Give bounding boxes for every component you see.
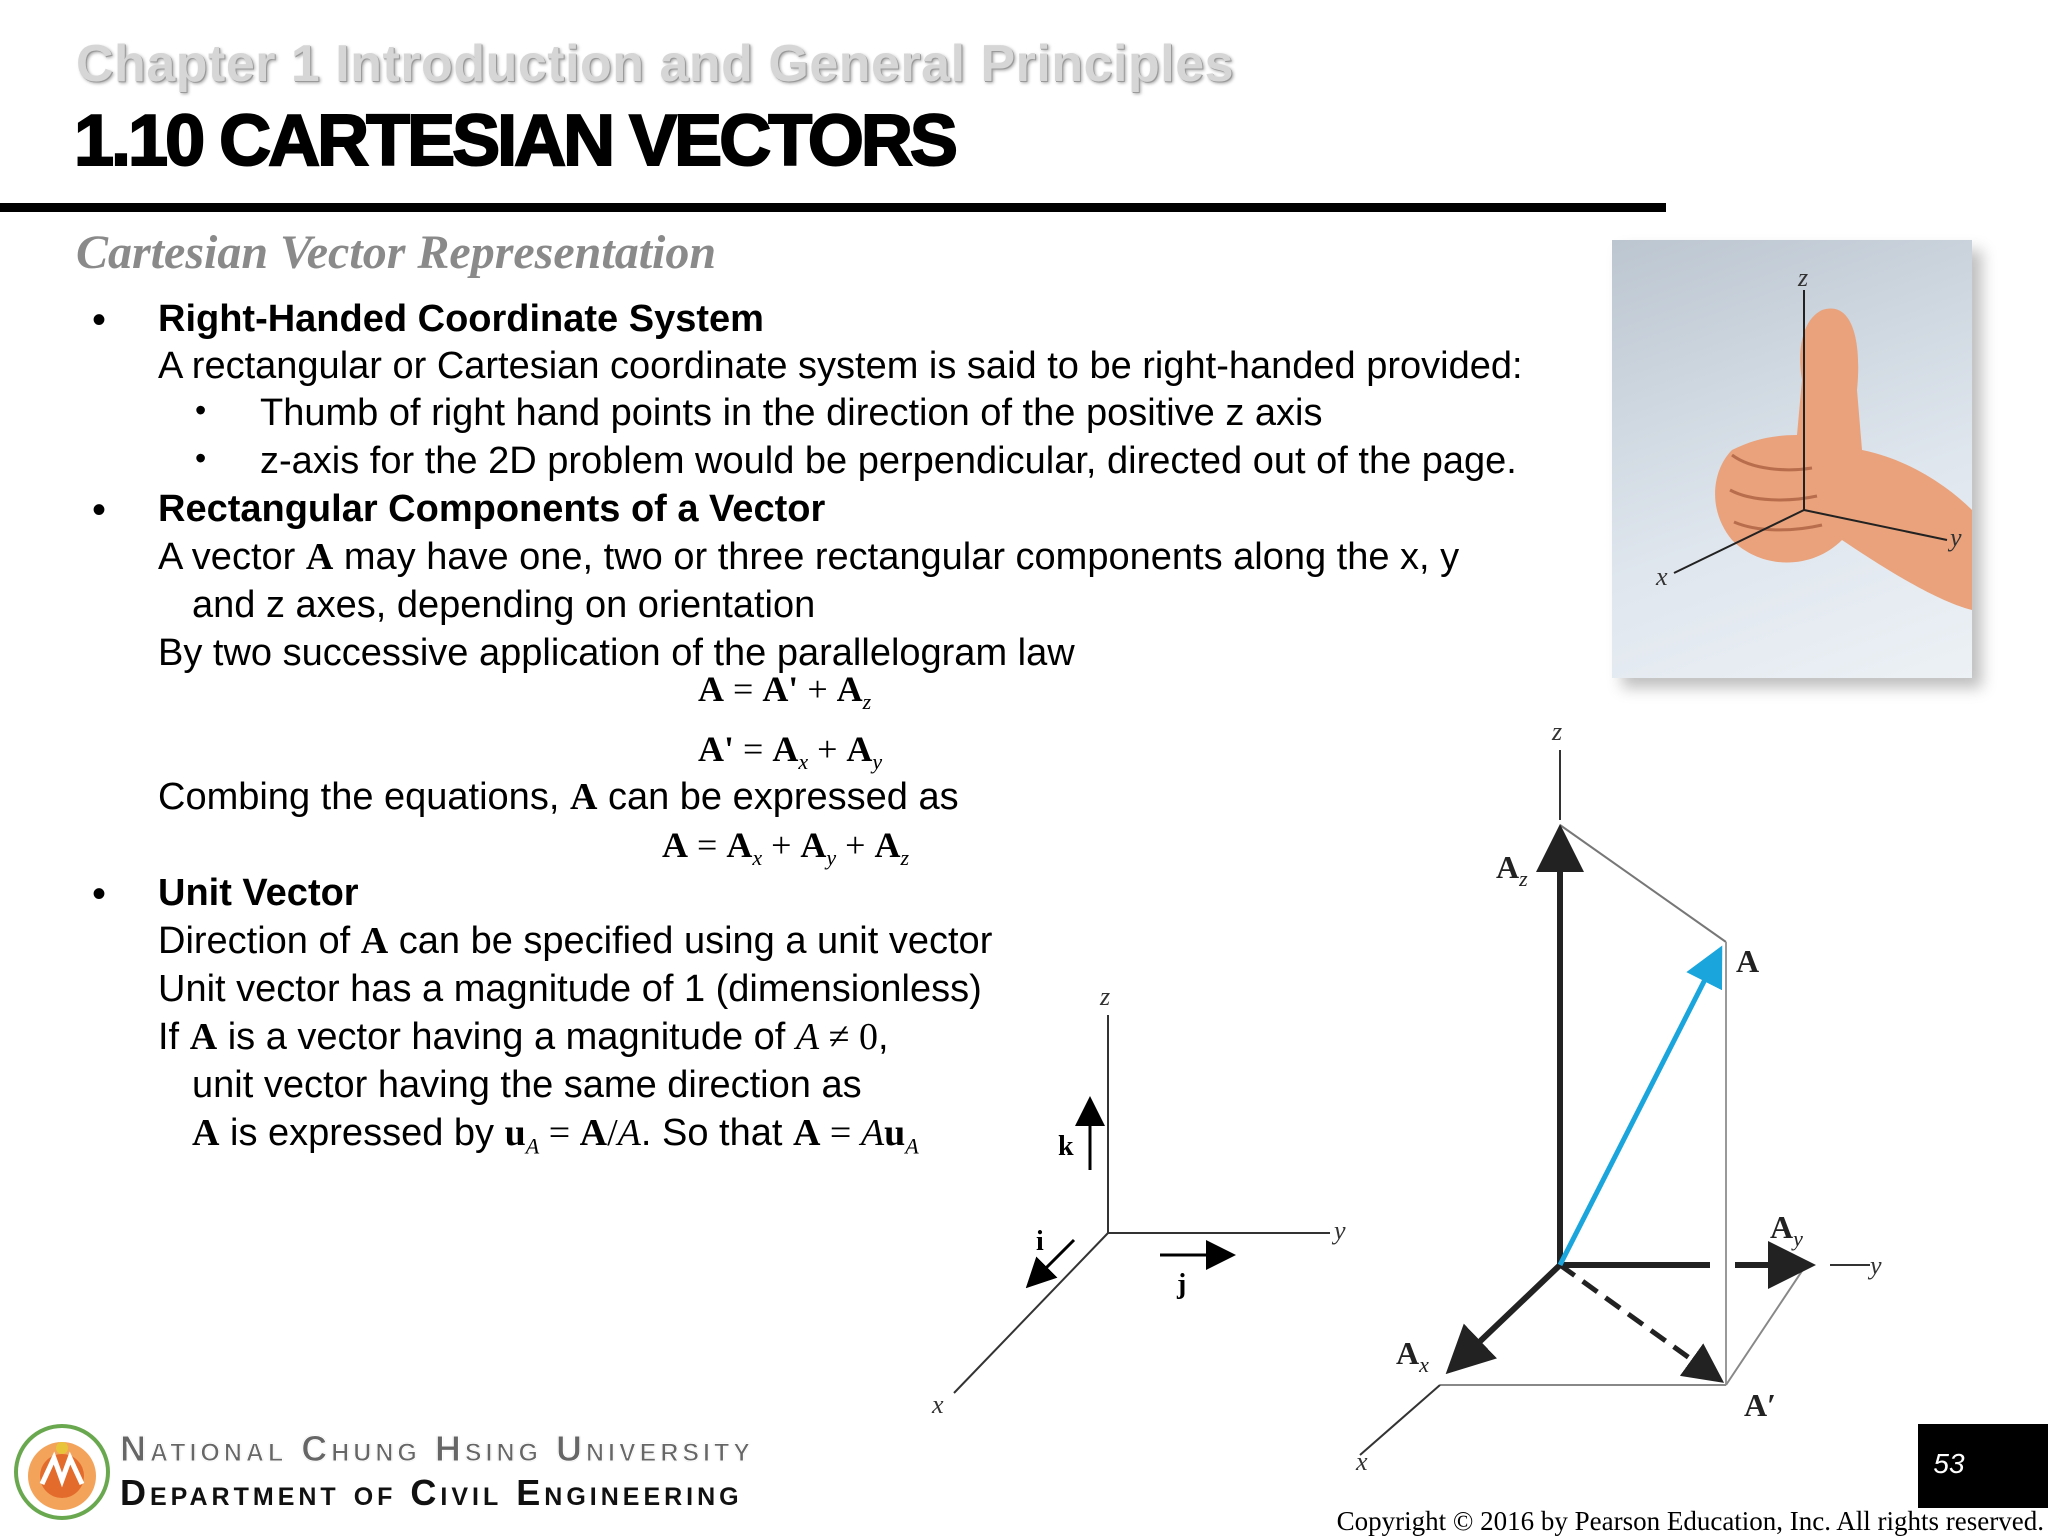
text-line: and z axes, depending on orientation	[192, 584, 816, 626]
section-heading-right-handed: Right-Handed Coordinate System	[158, 298, 764, 340]
eq-op: +	[836, 825, 875, 865]
copyright-notice: Copyright © 2016 by Pearson Education, Inc. All rights reserved.	[1336, 1506, 2044, 1536]
eq-op: +	[798, 669, 837, 709]
label-main: A	[1396, 1335, 1420, 1371]
vector-components-figure	[1340, 710, 1900, 1480]
text-fragment: can be specified using a unit vector	[388, 920, 993, 962]
unit-vector-definition	[504, 1112, 641, 1159]
eq-symbol: A	[846, 729, 873, 769]
unit-k-label: k	[1058, 1131, 1074, 1162]
unit-x-axis	[954, 1233, 1108, 1393]
text-line: A rectangular or Cartesian coordinate system is said to be right-handed provided:	[158, 345, 1523, 387]
vec-z-label: z	[1552, 717, 1563, 746]
text-fragment: If	[158, 1016, 190, 1058]
eq-subscript: z	[900, 845, 910, 871]
vec-construction-line	[1560, 825, 1726, 942]
vector-relation	[792, 1112, 919, 1159]
label-subscript: y	[1793, 1226, 1803, 1251]
eq-op: +	[808, 729, 847, 769]
vector-symbol: A	[189, 1016, 218, 1058]
title-divider	[0, 203, 1666, 212]
text-fragment: is a vector having a magnitude of	[217, 1016, 796, 1058]
photo-x-label: x	[1656, 562, 1668, 591]
label-main: A	[1770, 1209, 1794, 1245]
eq-subscript: z	[862, 689, 872, 715]
equation-1	[698, 668, 871, 715]
magnitude-symbol: A	[795, 1016, 820, 1058]
unit-vector-figure	[930, 975, 1380, 1415]
text-line: z-axis for the 2D problem would be perpendicular, directed out of the page.	[260, 440, 1517, 482]
university-name: National Chung Hsing University	[120, 1428, 754, 1469]
eq-symbol: u	[504, 1112, 526, 1154]
eq-symbol: A	[792, 1112, 821, 1154]
bullet-marker: •	[195, 440, 207, 476]
eq-op: =	[724, 669, 763, 709]
chapter-title: Chapter 1 Introduction and General Principles	[76, 35, 1235, 93]
eq-symbol: A	[860, 1112, 885, 1154]
department-name: Department of Civil Engineering	[120, 1472, 743, 1513]
eq-symbol: A	[874, 825, 901, 865]
eq-op: =	[539, 1112, 580, 1154]
hand-shape	[1715, 308, 1972, 610]
vec-a-arrow	[1560, 950, 1720, 1265]
text-line: By two successive application of the parallelogram law	[158, 632, 1075, 674]
equation-3	[662, 824, 909, 871]
section-heading-components: Rectangular Components of a Vector	[158, 488, 826, 530]
unit-y-label: y	[1334, 1216, 1346, 1245]
eq-subscript: x	[798, 749, 809, 775]
right-hand-photo	[1612, 240, 1972, 678]
text-fragment: Direction of	[158, 920, 361, 962]
eq-symbol: A'	[762, 669, 799, 709]
vec-a-label: A	[1736, 943, 1760, 979]
vector-symbol: A	[192, 1112, 220, 1154]
photo-z-label: z	[1798, 263, 1809, 292]
text-line: unit vector having the same direction as	[192, 1064, 862, 1106]
unit-j-label: j	[1177, 1269, 1187, 1300]
text-fragment: is expressed by	[219, 1112, 505, 1154]
unit-z-label: z	[1100, 982, 1111, 1011]
vec-x-axis	[1360, 1385, 1440, 1455]
vec-construction-line	[1726, 1265, 1806, 1385]
vec-aprime-label: A′	[1744, 1387, 1777, 1423]
text-fragment: can be expressed as	[597, 776, 959, 818]
page-number: 53	[1933, 1448, 1965, 1479]
unit-i-label: i	[1036, 1226, 1044, 1257]
vec-aprime-arrow	[1560, 1265, 1720, 1380]
eq-subscript: y	[872, 749, 883, 775]
vector-symbol: A	[360, 920, 389, 962]
bullet-marker: •	[92, 872, 107, 916]
university-logo-icon	[14, 1424, 110, 1520]
text-fragment: A vector	[158, 536, 306, 578]
eq-op: =	[734, 729, 773, 769]
vec-az-label	[1496, 849, 1528, 891]
bullet-marker: •	[195, 392, 207, 428]
right-hand-illustration	[1612, 240, 1972, 678]
label-subscript: z	[1519, 866, 1528, 891]
bullet-marker: •	[92, 488, 107, 532]
unit-x-label: x	[932, 1390, 944, 1415]
bullet-marker: •	[92, 298, 107, 342]
vec-ax-label	[1396, 1335, 1429, 1377]
eq-op: /	[607, 1112, 618, 1154]
eq-op: +	[762, 825, 801, 865]
text-line	[192, 1114, 919, 1158]
text-fragment: Combing the equations,	[158, 776, 570, 818]
text-line: Unit vector has a magnitude of 1 (dimensionless)	[158, 968, 982, 1010]
vec-ay-label	[1770, 1209, 1803, 1251]
text-line: Thumb of right hand points in the direction of the positive z axis	[260, 392, 1323, 434]
eq-symbol: A'	[698, 729, 734, 769]
text-line	[158, 922, 992, 960]
text-line	[158, 1018, 889, 1056]
label-subscript: x	[1419, 1352, 1429, 1377]
eq-subscript: y	[826, 845, 837, 871]
text-fragment: ,	[878, 1016, 889, 1058]
text-fragment: may have one, two or three rectangular components along the x, y	[333, 536, 1460, 578]
vector-symbol: A	[305, 536, 334, 578]
eq-op: =	[688, 825, 727, 865]
slide-subtitle: Cartesian Vector Representation	[76, 226, 717, 279]
eq-symbol: A	[579, 1112, 608, 1154]
eq-symbol: A	[772, 729, 799, 769]
vec-ax-arrow	[1450, 1265, 1560, 1370]
eq-symbol: A	[726, 825, 753, 865]
label-main: A	[1496, 849, 1520, 885]
vec-x-label: x	[1356, 1447, 1368, 1476]
text-line	[158, 538, 1459, 576]
photo-y-label: y	[1950, 523, 1962, 552]
section-heading-unit-vector: Unit Vector	[158, 872, 359, 914]
eq-symbol: u	[884, 1112, 906, 1154]
eq-subscript: A	[905, 1133, 919, 1159]
text-fragment: . So that	[640, 1112, 793, 1154]
eq-subscript: x	[752, 845, 763, 871]
text-line	[158, 778, 959, 816]
eq-symbol: A	[800, 825, 827, 865]
eq-subscript: A	[525, 1133, 540, 1159]
vec-y-label: y	[1870, 1251, 1882, 1280]
eq-symbol: A	[617, 1112, 641, 1154]
eq-symbol: A	[836, 669, 863, 709]
slide-title: 1.10 CARTESIAN VECTORS	[74, 101, 955, 181]
eq-op: ≠ 0	[819, 1016, 878, 1058]
eq-op: =	[820, 1112, 861, 1154]
vector-symbol: A	[569, 776, 598, 818]
equation-2	[698, 728, 882, 775]
eq-symbol: A	[698, 669, 724, 709]
eq-symbol: A	[662, 825, 688, 865]
